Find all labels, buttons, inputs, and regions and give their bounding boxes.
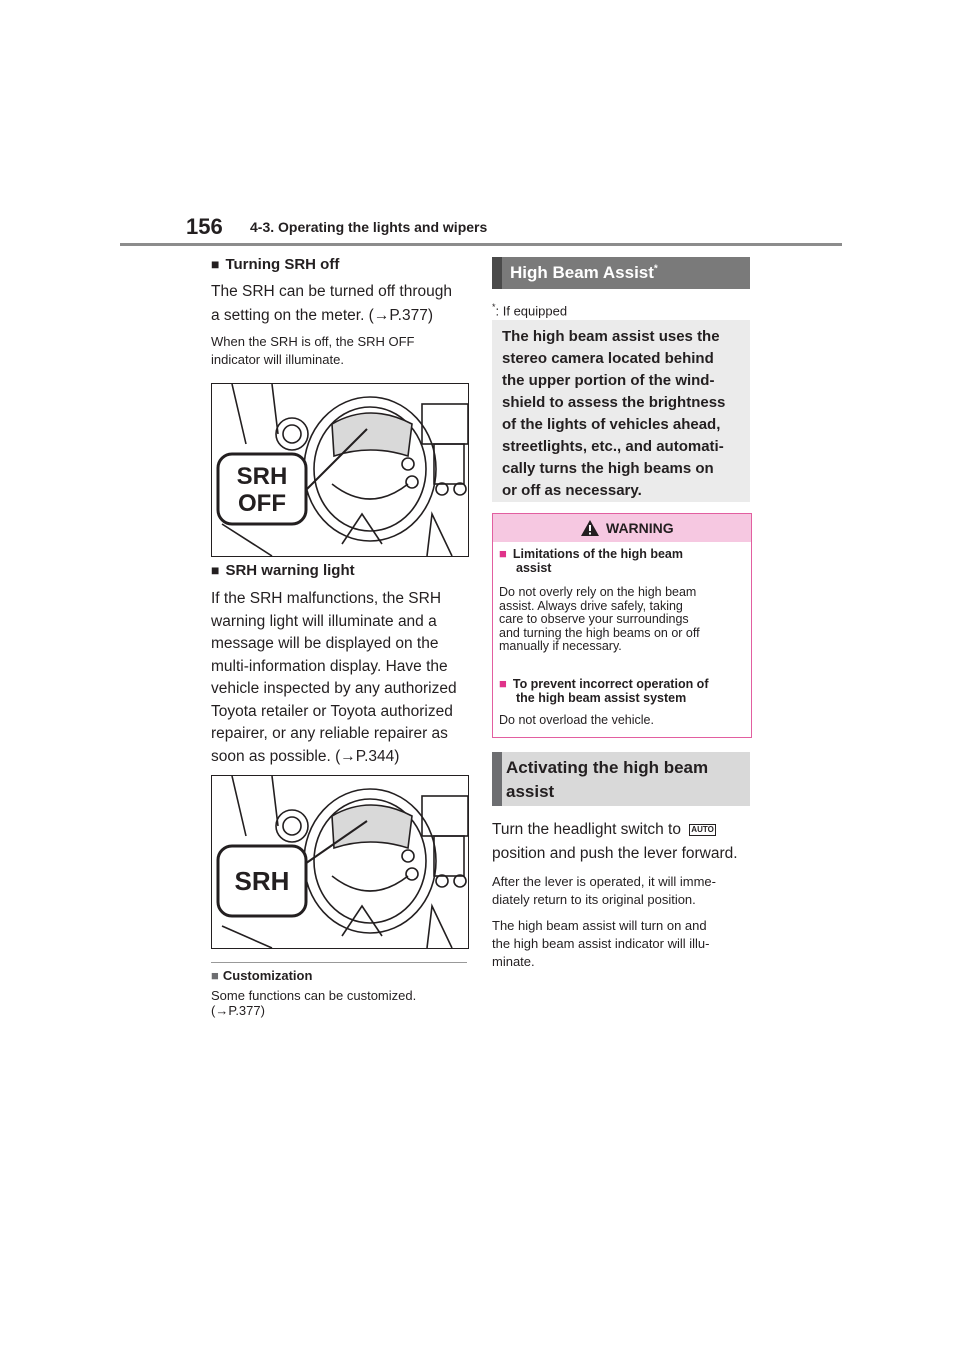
srh-warning-illustration bbox=[211, 775, 469, 949]
warning-light-heading: ■ SRH warning light bbox=[211, 562, 355, 579]
body-line: message will be displayed on the bbox=[211, 635, 439, 652]
step-line-2: position and push the lever forward. bbox=[492, 845, 738, 862]
body-line: If the SRH malfunctions, the SRH bbox=[211, 590, 442, 607]
body-line: vehicle inspected by any authorized bbox=[211, 680, 457, 697]
high-beam-assist-band bbox=[492, 257, 750, 289]
body-line: The high beam assist will turn on and bbox=[492, 918, 707, 933]
srh-off-label-line-1: SRH bbox=[236, 463, 288, 490]
bullet-square-icon: ■ bbox=[499, 676, 507, 691]
warning-item-2-heading: ■ To prevent incorrect operation of the high beam assist system bbox=[499, 676, 709, 705]
customization-body bbox=[211, 988, 416, 1018]
section-title: 4-3. Operating the lights and wipers bbox=[250, 219, 488, 235]
note-divider bbox=[211, 962, 467, 963]
body-line: diately return to its original position. bbox=[492, 892, 696, 907]
warning-header bbox=[493, 514, 751, 542]
warning-light-body bbox=[211, 588, 457, 768]
warning-line: assist. Always drive safely, taking bbox=[499, 598, 683, 613]
final-text bbox=[492, 917, 709, 971]
activating-band bbox=[492, 752, 750, 806]
body-line: repairer, or any reliable repairer as bbox=[211, 725, 448, 742]
dashboard-drawing bbox=[212, 384, 468, 556]
intro-line: The high beam assist uses the bbox=[502, 328, 720, 345]
band-accent bbox=[492, 257, 502, 289]
body-line: minate. bbox=[492, 954, 535, 969]
warning-item-1-heading: ■ Limitations of the high beam assist bbox=[499, 546, 684, 575]
warning-line: care to observe your surroundings bbox=[499, 612, 689, 626]
body-line: soon as possible. (→P.344) bbox=[211, 747, 400, 765]
srh-label: SRH bbox=[234, 866, 290, 896]
warning-line: Do not overly rely on the high beam bbox=[499, 585, 697, 599]
warning-line: manually if necessary. bbox=[499, 639, 622, 653]
body-line: After the lever is operated, it will imme- bbox=[492, 874, 716, 889]
footnote: *: If equipped bbox=[492, 302, 568, 319]
band-accent bbox=[492, 752, 502, 806]
warning-triangle-icon bbox=[580, 519, 600, 537]
srh-off-illustration bbox=[211, 383, 469, 557]
dashboard-drawing bbox=[212, 776, 468, 948]
bullet-square-icon: ■ bbox=[211, 256, 220, 272]
bullet-square-icon: ■ bbox=[211, 562, 220, 578]
auto-symbol-icon: AUTO bbox=[691, 824, 714, 834]
body-line: Some functions can be customized. bbox=[211, 988, 417, 1003]
intro-line: or off as necessary. bbox=[502, 482, 642, 499]
page-number: 156 bbox=[186, 214, 223, 239]
intro-line: shield to assess the brightness bbox=[502, 394, 726, 411]
after-text bbox=[492, 873, 716, 909]
intro-line: the upper portion of the wind- bbox=[502, 372, 715, 389]
intro-box bbox=[492, 320, 750, 502]
warning-box bbox=[492, 513, 752, 738]
intro-text bbox=[502, 326, 725, 502]
warning-title: WARNING bbox=[606, 520, 674, 536]
turning-off-note-2: indicator will illuminate. bbox=[211, 352, 344, 367]
warning-item-2-body: Do not overload the vehicle. bbox=[499, 713, 654, 727]
bullet-square-icon: ■ bbox=[211, 968, 219, 983]
bullet-square-icon: ■ bbox=[499, 546, 507, 561]
header-divider bbox=[120, 243, 842, 246]
body-line: warning light will illuminate and a bbox=[211, 612, 437, 630]
turning-off-note-1: When the SRH is off, the SRH OFF bbox=[211, 334, 415, 349]
srh-off-label-line-2: OFF bbox=[238, 490, 286, 517]
warning-line: and turning the high beams on or off bbox=[499, 625, 700, 640]
section-heading: High Beam Assist* bbox=[510, 263, 658, 282]
intro-line: of the lights of vehicles ahead, bbox=[502, 416, 721, 433]
body-line: the high beam assist indicator will illu- bbox=[492, 936, 710, 951]
customization-heading: ■ Customization bbox=[211, 968, 313, 983]
step-line-1: Turn the headlight switch to AUTO bbox=[492, 821, 714, 838]
body-line: (→P.377) bbox=[211, 1003, 265, 1018]
warning-item-1-body bbox=[499, 586, 700, 654]
intro-line: stereo camera located behind bbox=[502, 350, 714, 367]
intro-line: streetlights, etc., and automati- bbox=[502, 438, 724, 455]
turning-off-line-2: a setting on the meter. (→P.377) bbox=[211, 307, 434, 324]
body-line: Toyota retailer or Toyota authorized bbox=[211, 702, 453, 720]
activating-heading: Activating the high beam assist bbox=[506, 758, 709, 801]
turning-off-heading: ■ Turning SRH off bbox=[211, 256, 340, 273]
intro-line: cally turns the high beams on bbox=[502, 460, 714, 477]
body-line: multi-information display. Have the bbox=[211, 657, 448, 675]
turning-off-line-1: The SRH can be turned off through bbox=[211, 283, 452, 300]
